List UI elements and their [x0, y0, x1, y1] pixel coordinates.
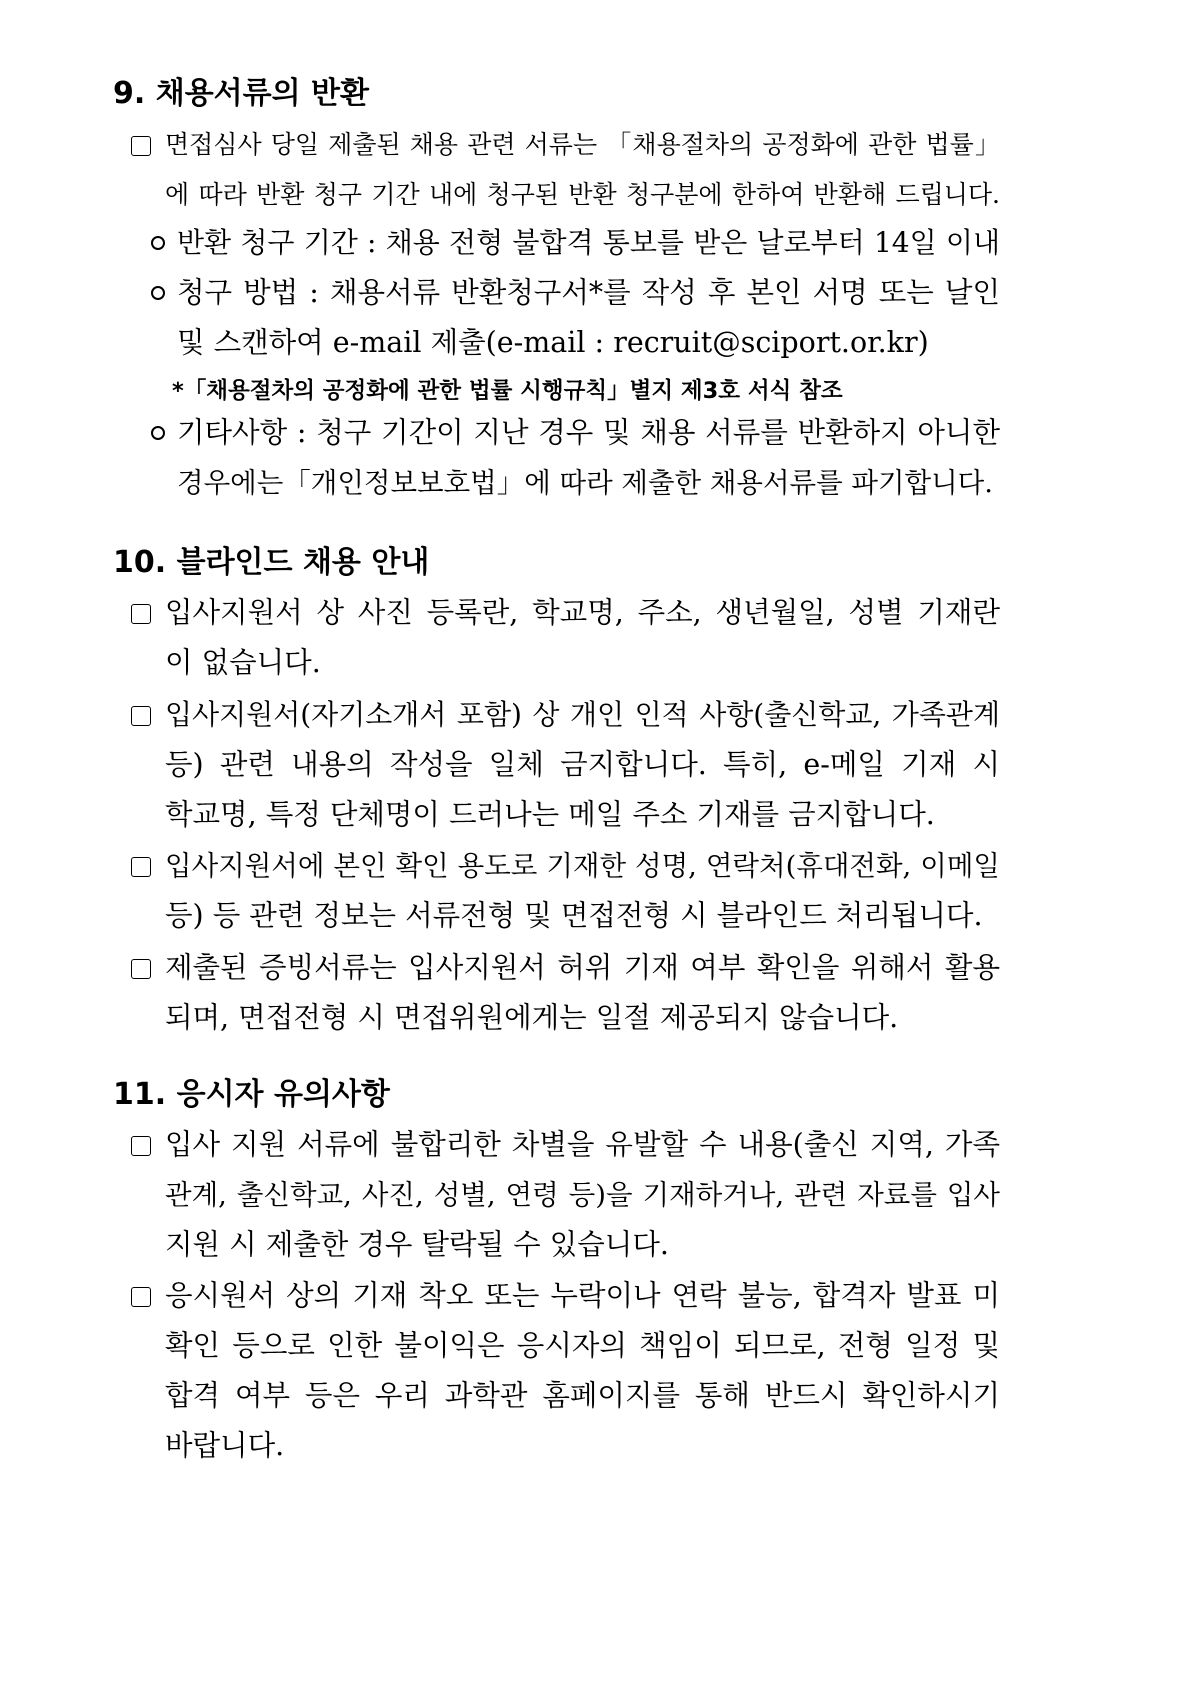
paragraph-line: 등) 등 관련 정보는 서류전형 및 면접전형 시 블라인드 처리됩니다.: [165, 899, 983, 932]
section-heading-applicant-notes: 11. 응시자 유의사항: [113, 1077, 390, 1112]
circle-bullet-icon: [151, 426, 165, 440]
subitem-line: 반환 청구 기간 : 채용 전형 불합격 통보를 받은 날로부터 14일 이내: [177, 226, 1000, 259]
paragraph-line: 입사지원서 상 사진 등록란, 학교명, 주소, 생년월일, 성별 기재란: [165, 596, 1000, 629]
section-heading-return-of-documents: 9. 채용서류의 반환: [113, 76, 370, 111]
paragraph-line: 이 없습니다.: [165, 646, 321, 679]
paragraph-line: 확인 등으로 인한 불이익은 응시자의 책임이 되므로, 전형 일정 및: [165, 1329, 1000, 1362]
checkbox-bullet-icon: [131, 1287, 151, 1307]
paragraph-line: 되며, 면접전형 시 면접위원에게는 일절 제공되지 않습니다.: [165, 1001, 899, 1034]
checkbox-bullet-icon: [131, 959, 151, 979]
subitem-line: 및 스캔하여 e-mail 제출(e-mail : recruit@sciport.or.kr): [177, 326, 929, 359]
checkbox-bullet-icon: [131, 604, 151, 624]
paragraph-line: 지원 시 제출한 경우 탈락될 수 있습니다.: [165, 1228, 669, 1261]
paragraph-line: 응시원서 상의 기재 착오 또는 누락이나 연락 불능, 합격자 발표 미: [165, 1279, 1000, 1312]
subitem-line: 청구 방법 : 채용서류 반환청구서*를 작성 후 본인 서명 또는 날인: [177, 276, 1000, 309]
checkbox-bullet-icon: [131, 857, 151, 877]
paragraph-line: 합격 여부 등은 우리 과학관 홈페이지를 통해 반드시 확인하시기: [165, 1379, 1000, 1412]
paragraph-line: 입사 지원 서류에 불합리한 차별을 유발할 수 내용(출신 지역, 가족: [165, 1128, 1000, 1161]
paragraph-line: 관계, 출신학교, 사진, 성별, 연령 등)을 기재하거나, 관련 자료를 입사: [165, 1179, 1000, 1211]
paragraph-line: 에 따라 반환 청구 기간 내에 청구된 반환 청구분에 한하여 반환해 드립니다.: [165, 180, 1000, 209]
paragraph-line: 입사지원서(자기소개서 포함) 상 개인 인적 사항(출신학교, 가족관계: [165, 698, 1000, 731]
paragraph-line: 학교명, 특정 단체명이 드러나는 메일 주소 기재를 금지합니다.: [165, 798, 935, 831]
checkbox-bullet-icon: [131, 706, 151, 726]
paragraph-line: 제출된 증빙서류는 입사지원서 허위 기재 여부 확인을 위해서 활용: [165, 951, 1000, 984]
subitem-line: 기타사항 : 청구 기간이 지난 경우 및 채용 서류를 반환하지 아니한: [177, 416, 1000, 449]
checkbox-bullet-icon: [131, 1136, 151, 1156]
paragraph-line: 입사지원서에 본인 확인 용도로 기재한 성명, 연락처(휴대전화, 이메일: [165, 850, 1000, 882]
paragraph-line: 바랍니다.: [165, 1429, 285, 1462]
circle-bullet-icon: [151, 286, 165, 300]
paragraph-line: 등) 관련 내용의 작성을 일체 금지합니다. 특히, e-메일 기재 시: [165, 748, 1000, 781]
footnote: *「채용절차의 공정화에 관한 법률 시행규칙」별지 제3호 서식 참조: [172, 378, 843, 404]
subitem-line: 경우에는「개인정보보호법」에 따라 제출한 채용서류를 파기합니다.: [177, 467, 993, 499]
circle-bullet-icon: [151, 236, 165, 250]
paragraph-line: 면접심사 당일 제출된 채용 관련 서류는 「채용절차의 공정화에 관한 법률」: [165, 130, 1000, 159]
checkbox-bullet-icon: [131, 136, 151, 156]
section-heading-blind-recruitment: 10. 블라인드 채용 안내: [113, 545, 430, 580]
